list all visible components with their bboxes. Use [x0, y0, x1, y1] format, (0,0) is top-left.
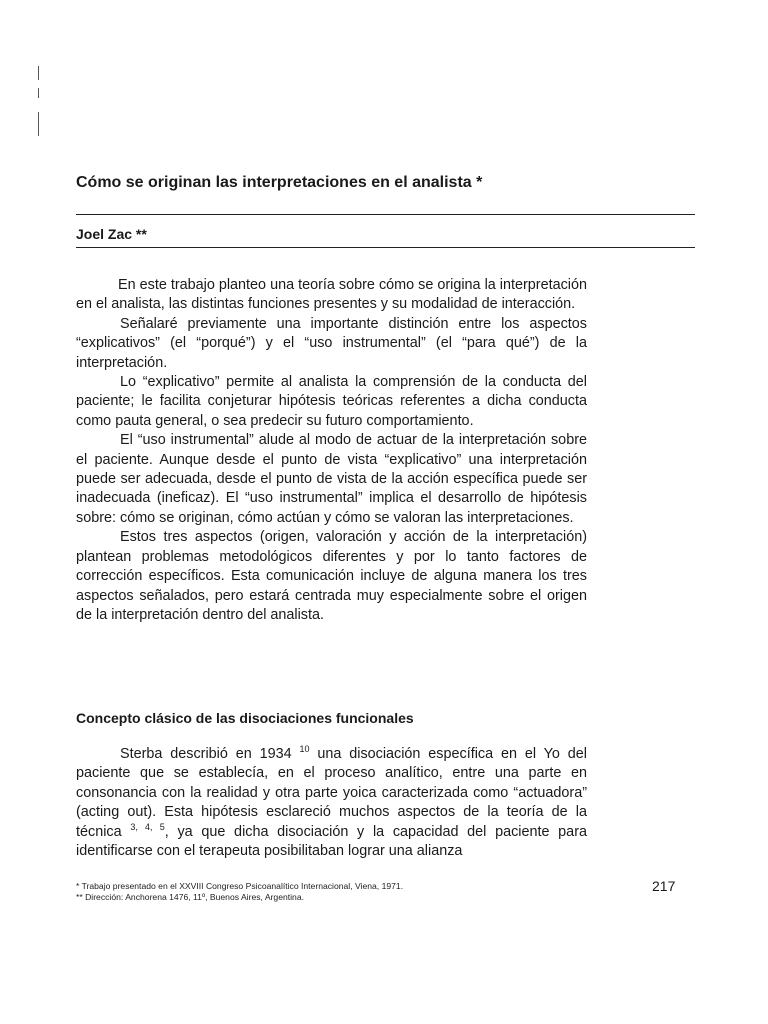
section-body	[76, 745, 587, 861]
reference-superscript: 3, 4, 5	[130, 821, 165, 832]
author-name: Joel Zac **	[76, 226, 147, 242]
margin-marks	[38, 66, 40, 136]
section-text-middle: una disociación específica en el Yo del paciente que se establecía, en el proceso analítico, entre una parte en consonancia con la realidad y otra parte yoica caracterizada como “actuadora” (acting out). Esta hipótesis esclareció muchos aspectos de la teoría de la técnica	[76, 746, 587, 840]
author-rule	[76, 247, 695, 248]
intro-paragraph: Estos tres aspectos (origen, valoración y acción de la interpretación) plantean problemas metodológicos diferentes y por lo tanto factores de corrección específicos. Esta comunicación incluye de alguna manera los tres aspectos señalados, pero estará centrada muy especialmente sobre el origen de la interpretación dentro del analista.	[76, 529, 587, 623]
intro-paragraph: El “uso instrumental” alude al modo de actuar de la interpretación sobre el paciente. Aunque desde el punto de vista “explicativo” una interpretación puede ser adecuada, desde el punto de vista de la acción específica puede ser inadecuada (ineficaz). El “uso instrumental” implica el desarrollo de hipótesis sobre: cómo se originan, cómo actúan y cómo se valoran las interpretaciones.	[76, 432, 587, 526]
reference-superscript: 10	[299, 744, 310, 755]
introduction	[76, 276, 587, 625]
footnotes	[76, 881, 536, 903]
page-number: 217	[652, 878, 676, 894]
section-paragraph	[76, 745, 587, 861]
footnote: * Trabajo presentado en el XXVIII Congreso Psicoanalítico Internacional, Viena, 1971.	[76, 881, 404, 891]
section-text-start: Sterba describió en 1934	[120, 746, 292, 762]
article-title: Cómo se originan las interpretaciones en el analista *	[76, 174, 483, 191]
intro-paragraph: Lo “explicativo” permite al analista la comprensión de la conducta del paciente; le facilita conjeturar hipótesis teóricas referentes a dicha conducta como pauta general, o sea predecir su futuro comportamiento.	[76, 374, 587, 429]
section-heading: Concepto clásico de las disociaciones funcionales	[76, 710, 414, 726]
title-rule	[76, 214, 695, 215]
intro-paragraph: Señalaré previamente una importante distinción entre los aspectos “explicativos” (el “porqué”) y el “uso instrumental” (el “para qué”) de la interpretación.	[76, 315, 587, 371]
intro-paragraph: En este trabajo planteo una teoría sobre cómo se origina la interpretación en el analista, las distintas funciones presentes y su modalidad de interacción.	[76, 277, 587, 313]
footnote: ** Dirección: Anchorena 1476, 11º, Buenos Aires, Argentina.	[76, 892, 304, 902]
section-text-end: , ya que dicha disociación y la capacidad del paciente para identificarse con el terapeuta posibilitaban lograr una alianza	[76, 823, 587, 860]
